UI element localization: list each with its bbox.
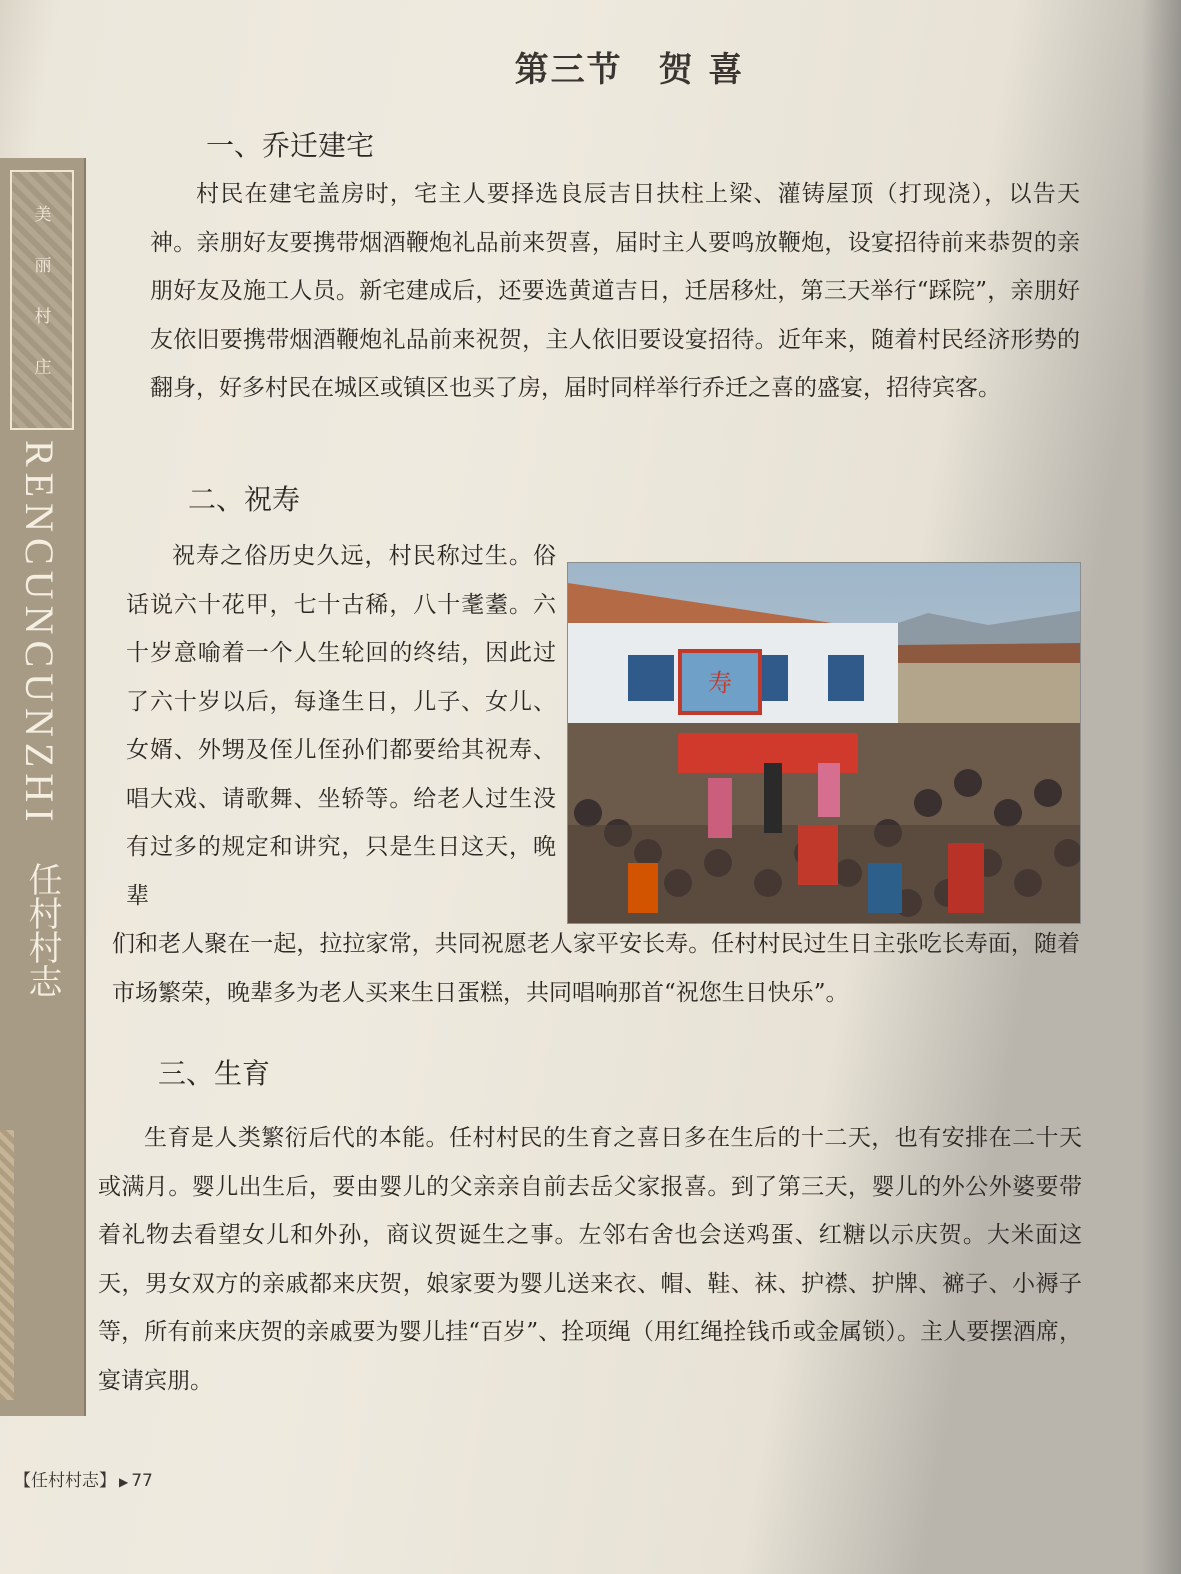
- heading-qiaoqian: 一、乔迁建宅: [206, 129, 375, 162]
- page-edge-shadow: [1141, 0, 1181, 1574]
- side-chinese-title: 任村村志: [22, 862, 62, 998]
- birthday-celebration-photo: [567, 562, 1081, 924]
- paragraph-shengyu: 生育是人类繁衍后代的本能。任村村民的生育之喜日多在生后的十二天，也有安排在二十天或满月。婴儿出生后，要由婴儿的父亲亲自前去岳父家报喜。到了第三天，婴儿的外公外婆要带着礼物去看望女儿和外孙，商议贺诞生之事。左邻右舍也会送鸡蛋、红糖以示庆贺。大米面这天，男女双方的亲戚都来庆贺，娘家要为婴儿送来衣、帽、鞋、袜、护襟、护牌、褯子、小褥子等，所有前来庆贺的亲戚要为婴儿挂“百岁”、拴项绳（用红绳拴钱币或金属锁）。主人要摆酒席，宴请宾朋。: [98, 1125, 1082, 1394]
- side-label-char: 庄: [34, 358, 52, 378]
- paragraph-zhushou-full: 们和老人聚在一起，拉拉家常，共同祝愿老人家平安长寿。任村村民过生日主张吃长寿面，随着市场繁荣，晚辈多为老人买来生日蛋糕，共同唱响那首“祝您生日快乐”。: [112, 931, 1080, 1006]
- section-title: 第三节 贺 喜: [514, 50, 745, 90]
- side-label-char: 村: [34, 307, 52, 327]
- paragraph-qiaoqian: 村民在建宅盖房时，宅主人要择选良辰吉日扶柱上梁、灌铸屋顶（打现浇），以告天神。亲朋好友要携带烟酒鞭炮礼品前来贺喜，届时主人要鸣放鞭炮，设宴招待前来恭贺的亲朋好友及施工人员。新宅建成后，还要选黄道吉日，迁居移灶，第三天举行“踩院”，亲朋好友依旧要携带烟酒鞭炮礼品前来祝贺，主人依旧要设宴招待。近年来，随着村民经济形势的翻身，好多村民在城区或镇区也买了房，届时同样举行乔迁之喜的盛宴，招待宾客。: [150, 181, 1080, 401]
- photo-banner-text: 寿: [708, 669, 732, 697]
- footer-arrow-icon: ▶: [119, 1475, 129, 1489]
- heading-zhushou: 二、祝寿: [188, 483, 301, 516]
- page-number: 77: [131, 1471, 153, 1491]
- side-label-char: 美: [34, 205, 52, 225]
- side-label-char: 丽: [34, 256, 52, 276]
- heading-shengyu: 三、生育: [158, 1057, 271, 1090]
- side-series-label: [26, 200, 60, 378]
- page-footer: [14, 1466, 153, 1491]
- side-roman-title: RENCUNCUNZHI: [17, 440, 62, 828]
- footer-book-title: 【任村村志】: [14, 1471, 116, 1491]
- side-bottom-ornament: [0, 1130, 14, 1400]
- paragraph-zhushou-wrap: 祝寿之俗历史久远，村民称过生。俗话说六十花甲，七十古稀，八十耄耋。六十岁意喻着一个人生轮回的终结，因此过了六十岁以后，每逢生日，儿子、女儿、女婿、外甥及侄儿侄孙们都要给其祝寿、唱大戏、请歌舞、坐轿等。给老人过生没有过多的规定和讲究，只是生日这天，晚辈: [126, 543, 556, 909]
